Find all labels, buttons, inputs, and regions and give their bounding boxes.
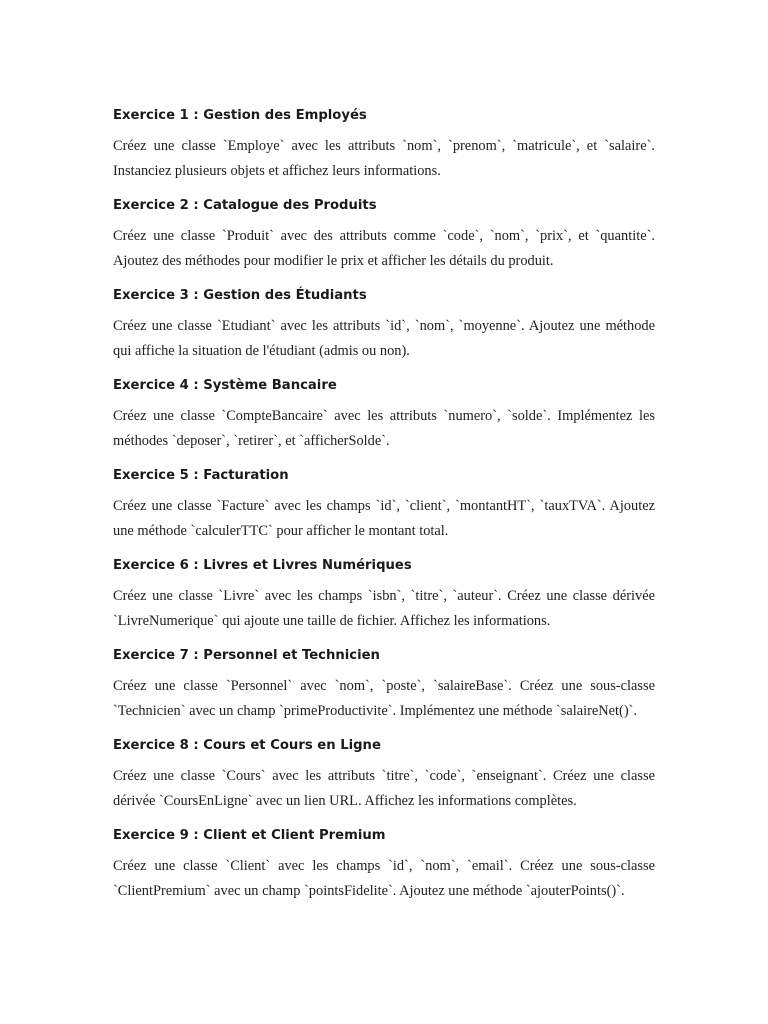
- exercise-title: Exercice 8 : Cours et Cours en Ligne: [113, 738, 381, 753]
- exercise-8: [113, 736, 655, 814]
- exercise-1: [113, 106, 655, 184]
- exercise-6: [113, 556, 655, 634]
- exercise-title: Exercice 2 : Catalogue des Produits: [113, 198, 377, 213]
- exercise-title: Exercice 6 : Livres et Livres Numériques: [113, 558, 412, 573]
- exercise-body: Créez une classe `Cours` avec les attributs `titre`, `code`, `enseignant`. Créez une classe dérivée `CoursEnLigne` avec un lien URL. Affichez les informations complètes.: [113, 768, 655, 809]
- exercise-title: Exercice 7 : Personnel et Technicien: [113, 648, 380, 663]
- exercise-title: Exercice 9 : Client et Client Premium: [113, 828, 386, 843]
- exercise-title: Exercice 4 : Système Bancaire: [113, 378, 337, 393]
- exercise-body: Créez une classe `CompteBancaire` avec les attributs `numero`, `solde`. Implémentez les méthodes `deposer`, `retirer`, et `afficherSolde`.: [113, 408, 655, 449]
- exercise-title: Exercice 3 : Gestion des Étudiants: [113, 288, 367, 303]
- exercise-4: [113, 376, 655, 454]
- exercise-body: Créez une classe `Personnel` avec `nom`, `poste`, `salaireBase`. Créez une sous-classe `Technicien` avec un champ `primeProductivite`. Implémentez une méthode `salaireNet()`.: [113, 678, 655, 719]
- exercise-title: Exercice 1 : Gestion des Employés: [113, 108, 367, 123]
- exercise-body: Créez une classe `Client` avec les champs `id`, `nom`, `email`. Créez une sous-classe `ClientPremium` avec un champ `pointsFidelite`. Ajoutez une méthode `ajouterPoints()`.: [113, 858, 655, 899]
- exercise-body: Créez une classe `Produit` avec des attributs comme `code`, `nom`, `prix`, et `quantite`. Ajoutez des méthodes pour modifier le prix et afficher les détails du produit.: [113, 228, 655, 269]
- exercise-body: Créez une classe `Etudiant` avec les attributs `id`, `nom`, `moyenne`. Ajoutez une méthode qui affiche la situation de l'étudiant (admis ou non).: [113, 318, 655, 359]
- exercise-body: Créez une classe `Employe` avec les attributs `nom`, `prenom`, `matricule`, et `salaire`. Instanciez plusieurs objets et affichez leurs informations.: [113, 138, 655, 179]
- exercise-7: [113, 646, 655, 724]
- exercise-title: Exercice 5 : Facturation: [113, 468, 289, 483]
- exercise-5: [113, 466, 655, 544]
- exercise-3: [113, 286, 655, 364]
- exercise-2: [113, 196, 655, 274]
- exercise-body: Créez une classe `Facture` avec les champs `id`, `client`, `montantHT`, `tauxTVA`. Ajoutez une méthode `calculerTTC` pour afficher le montant total.: [113, 498, 655, 539]
- exercise-body: Créez une classe `Livre` avec les champs `isbn`, `titre`, `auteur`. Créez une classe dérivée `LivreNumerique` qui ajoute une taille de fichier. Affichez les informations.: [113, 588, 655, 629]
- document-page: [113, 106, 655, 916]
- exercise-9: [113, 826, 655, 904]
